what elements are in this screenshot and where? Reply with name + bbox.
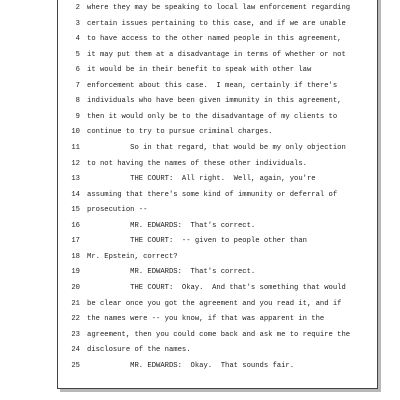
line-number: 4: [75, 35, 80, 43]
line-number: 17: [71, 237, 80, 245]
line-number: 9: [75, 112, 80, 121]
line-number: 3: [75, 19, 80, 28]
line-number: 6: [75, 66, 80, 74]
transcript-line: [0, 172, 400, 187]
transcript-line: [0, 63, 400, 78]
line-text: it would be in their benefit to speak with other law: [87, 66, 312, 74]
line-number: 7: [75, 81, 80, 90]
line-number: 24: [71, 346, 80, 354]
line-number: 16: [71, 221, 80, 230]
transcript-line: [0, 157, 400, 172]
line-text: Mr. Epstein, correct?: [87, 252, 178, 261]
page-shadow-bottom: [60, 389, 381, 392]
line-number: 13: [71, 175, 80, 183]
line-number: 19: [71, 268, 80, 276]
transcript-line: [0, 328, 400, 343]
line-number: 21: [71, 299, 80, 308]
transcript-line: [0, 94, 400, 109]
line-text: to have access to the other named people in this agreement,: [87, 35, 342, 43]
line-number: 8: [75, 97, 80, 105]
transcript-line: [0, 110, 400, 125]
line-text: THE COURT: All right. Well, again, you're: [87, 175, 316, 183]
line-number: 14: [71, 190, 80, 199]
line-text: individuals who have been given immunity in this agreement,: [87, 97, 342, 105]
transcript-line: [0, 1, 400, 16]
transcript-line: [0, 141, 400, 156]
line-text: MR. EDWARDS: Okay. That sounds fair.: [87, 362, 295, 370]
line-number: 2: [75, 4, 80, 12]
transcript-line: [0, 79, 400, 94]
line-text: disclosure of the names.: [87, 346, 191, 354]
line-text: MR. EDWARDS: That's correct.: [87, 268, 256, 276]
line-number: 18: [71, 252, 80, 261]
line-text: certain issues pertaining to this case, and if we are unable: [87, 19, 346, 28]
line-text: then it would only be to the disadvantage of my clients to: [87, 112, 338, 121]
transcript-line: [0, 250, 400, 265]
line-number: 12: [71, 159, 80, 168]
line-text: the names were -- you know, if that was apparent in the: [87, 315, 325, 323]
transcript-line: [0, 343, 400, 358]
transcript-line: [0, 203, 400, 218]
line-text: MR. EDWARDS: That's correct.: [87, 221, 256, 230]
line-number: 10: [71, 128, 80, 136]
line-number: 5: [75, 50, 80, 59]
transcript-line: [0, 234, 400, 249]
transcript-line: [0, 219, 400, 234]
line-text: So in that regard, that would be my only objection: [87, 144, 346, 152]
line-text: THE COURT: -- given to people other than: [87, 237, 307, 245]
line-text: it may put them at a disadvantage in terms of whether or not: [87, 50, 346, 59]
line-text: prosecution --: [87, 206, 148, 214]
transcript-line: [0, 48, 400, 63]
line-number: 20: [71, 283, 80, 292]
transcript-line: [0, 297, 400, 312]
line-text: agreement, then you could come back and ask me to require the: [87, 330, 351, 339]
line-number: 11: [71, 144, 80, 152]
transcript-line: [0, 359, 400, 374]
transcript-line: [0, 265, 400, 280]
transcript-line: [0, 188, 400, 203]
line-number: 23: [71, 330, 80, 339]
transcript-line: [0, 32, 400, 47]
line-text: enforcement about this case. I mean, certainly if there's: [87, 81, 338, 90]
line-text: THE COURT: Okay. And that's something that would: [87, 283, 346, 292]
line-text: to not having the names of these other individuals.: [87, 159, 307, 168]
line-text: continue to try to pursue criminal charges.: [87, 128, 273, 136]
line-number: 22: [71, 315, 80, 323]
line-text: be clear once you got the agreement and you read it, and if: [87, 299, 342, 308]
line-number: 15: [71, 206, 80, 214]
transcript-line: [0, 281, 400, 296]
line-text: where they may be speaking to local law enforcement regarding: [87, 4, 351, 12]
line-text: assuming that there's some kind of immunity or deferral of: [87, 190, 338, 199]
transcript-line: [0, 312, 400, 327]
transcript-line: [0, 17, 400, 32]
line-number: 25: [71, 362, 80, 370]
transcript-line: [0, 125, 400, 140]
